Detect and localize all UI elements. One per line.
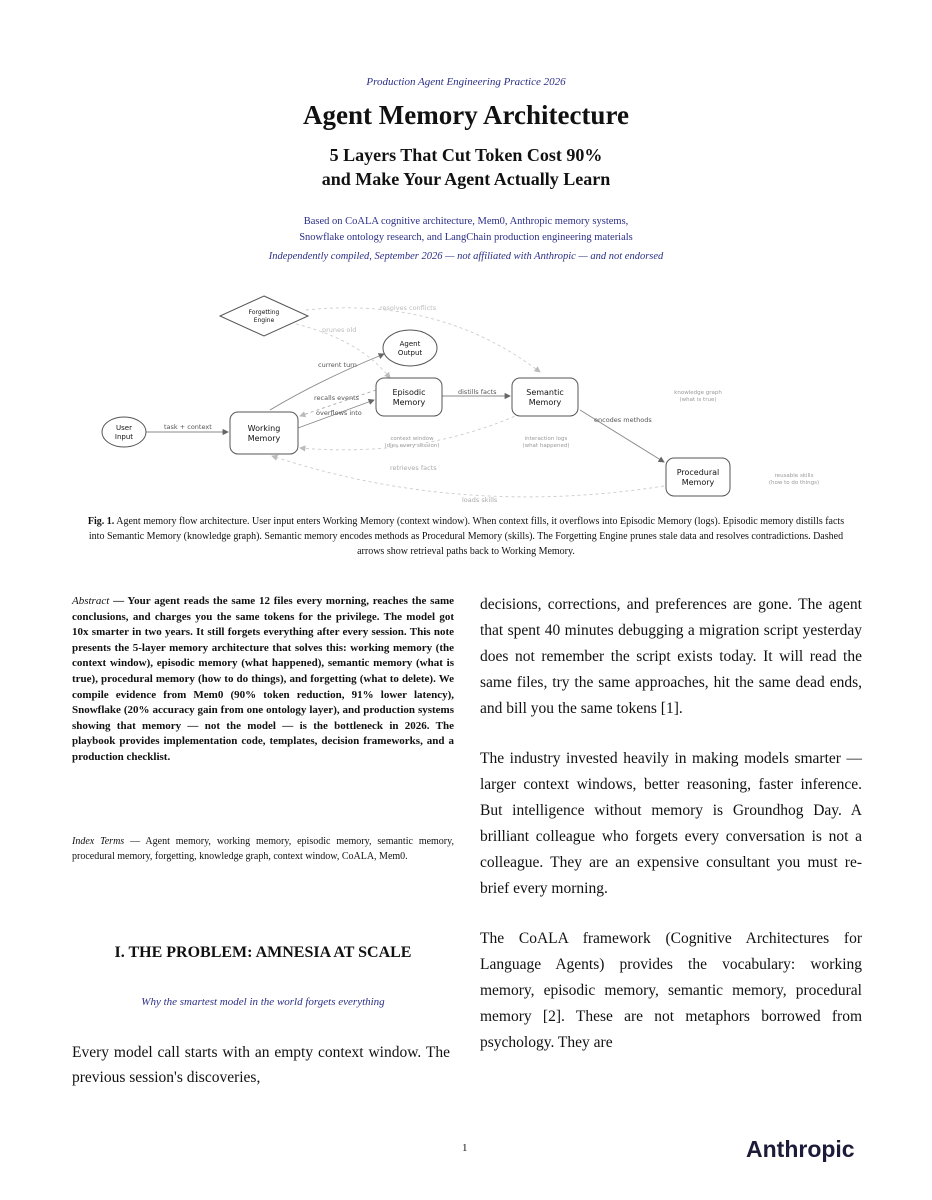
annotation-context-window-1: context window [390,436,434,442]
label-recalls-events: recalls events [314,394,360,402]
forgetting-label-2: Engine [253,317,275,324]
label-current-turn: current turn [318,361,357,369]
edge-loads-skills [272,456,664,497]
figure-caption [84,514,848,559]
page-title: Agent Memory Architecture [303,100,629,130]
node-semantic-memory [512,378,578,416]
node-procedural-memory [666,458,730,496]
label-resolves-conflicts: resolves conflicts [380,304,437,312]
label-loads-skills: loads skills [462,496,498,504]
memory-flow-diagram [0,280,932,510]
subtitle-line-1: 5 Layers That Cut Token Cost 90% [329,145,603,165]
node-agent-output [383,330,437,366]
label-encodes-methods: encodes methods [594,416,652,424]
label-overflows-into: overflows into [316,409,362,417]
abstract [72,594,454,766]
annotation-interaction-logs-1: interaction logs [524,436,568,442]
node-working-memory [230,412,298,454]
semantic-label-2: Memory [528,398,562,407]
procedural-label-2: Memory [681,478,715,487]
credits [0,214,932,246]
label-task-context: task + context [164,423,212,431]
index-terms-text: — Agent memory, working memory, episodic memory, semantic memory, procedural memory, forgetting, knowledge graph, context window, CoALA, Mem0. [72,836,454,863]
page-number: 1 [462,1142,468,1154]
label-prunes-old: prunes old [322,326,357,334]
user-input-label-1: User [116,424,132,432]
section-subheading: Why the smartest model in the world forgets everything [141,996,385,1008]
annotation-reusable-skills-2: (how to do things) [768,480,820,486]
annotation-interaction-logs-2: (what happened) [522,443,570,449]
annotation-reusable-skills-1: reusable skills [774,473,814,479]
node-user-input [102,417,146,447]
agent-output-label-2: Output [397,349,423,357]
caption-label: Fig. 1. [87,516,115,527]
caption-text: Agent memory flow architecture. User input enters Working Memory (context window). When context fills, it overflows into Episodic Memory (logs). Episodic memory distills facts into Semantic Memory (knowledge graph). Semantic memory encodes methods as Procedural Memory (skills). The Forgetting Engine prunes stale data and resolves contradictions. Dashed arrows show retrieval paths back to Working Memory. [88,516,845,557]
node-episodic-memory [376,378,442,416]
label-retrieves-facts: retrieves facts [390,464,437,472]
right-paragraph-3: The CoALA framework (Cognitive Architectures for Language Agents) provides the vocabulary: working memory, episodic memory, semantic memory, procedural memory [2]. These are not metaphors borrowed from psychology. They are [480,930,862,1051]
abstract-label: Abstract [72,595,110,607]
episodic-label-2: Memory [392,398,426,407]
right-paragraph-1: decisions, corrections, and preferences are gone. The agent that spent 40 minutes debugging a migration script yesterday does not remember the script exists today. It will read the same files, try the same approaches, hit the same dead ends, and bill you the same tokens [1]. [480,596,862,717]
working-label-1: Working [247,424,281,433]
forgetting-label-1: Forgetting [248,309,280,316]
index-terms [72,834,454,864]
right-paragraph-2: The industry invested heavily in making models smarter — larger context windows, better reasoning, faster inference. But intelligence without memory is Groundhog Day. A brilliant colleague who forgets every conversation is not a colleague. They are an expensive consultant you must re-brief every morning. [480,750,862,897]
agent-output-label-1: Agent [399,340,421,348]
brand-logo: Anthropic [746,1136,855,1162]
credits-line-2: Snowflake ontology research, and LangChain production engineering materials [299,232,633,243]
section-body-left: Every model call starts with an empty context window. The previous session's discoveries, [72,1044,450,1086]
node-forgetting-engine [220,296,308,336]
abstract-text: — Your agent reads the same 12 files every morning, reaches the same conclusions, and charges you the same tokens for the privilege. The model got 10x smarter in two years. It still forgets everything after every session. This note presents the 5-layer memory architecture that solves this: working memory (the context window), episodic memory (what happened), semantic memory (what is true), procedural memory (how to do things), and forgetting (what to delete). We compile evidence from Mem0 (90% token reduction, 91% lower latency), Snowflake (20% accuracy gain from one ontology layer), and production systems showing that memory — not the model — is the bottleneck in 2026. The playbook provides implementation code, templates, decision frameworks, and a production checklist. [72,595,455,763]
section-heading: I. THE PROBLEM: AMNESIA AT SCALE [114,944,412,961]
user-input-label-2: Input [114,433,134,441]
label-distills-facts: distills facts [458,388,497,396]
annotation-knowledge-graph-1: knowledge graph [674,390,722,396]
index-terms-label: Index Terms [72,836,125,847]
working-label-2: Memory [247,434,281,443]
episodic-label-1: Episodic [392,388,426,397]
credits-line-1: Based on CoALA cognitive architecture, Mem0, Anthropic memory systems, [303,216,629,227]
subtitle-line-2: and Make Your Agent Actually Learn [321,169,611,189]
disclaimer: Independently compiled, September 2026 — not affiliated with Anthropic — and not endorsed [268,251,664,262]
series-header: Production Agent Engineering Practice 2026 [366,76,566,88]
right-column [480,592,862,1080]
semantic-label-1: Semantic [526,388,564,397]
annotation-context-window-2: (dies every session) [384,443,440,449]
procedural-label-1: Procedural [676,468,720,477]
annotation-knowledge-graph-2: (what is true) [679,397,717,403]
